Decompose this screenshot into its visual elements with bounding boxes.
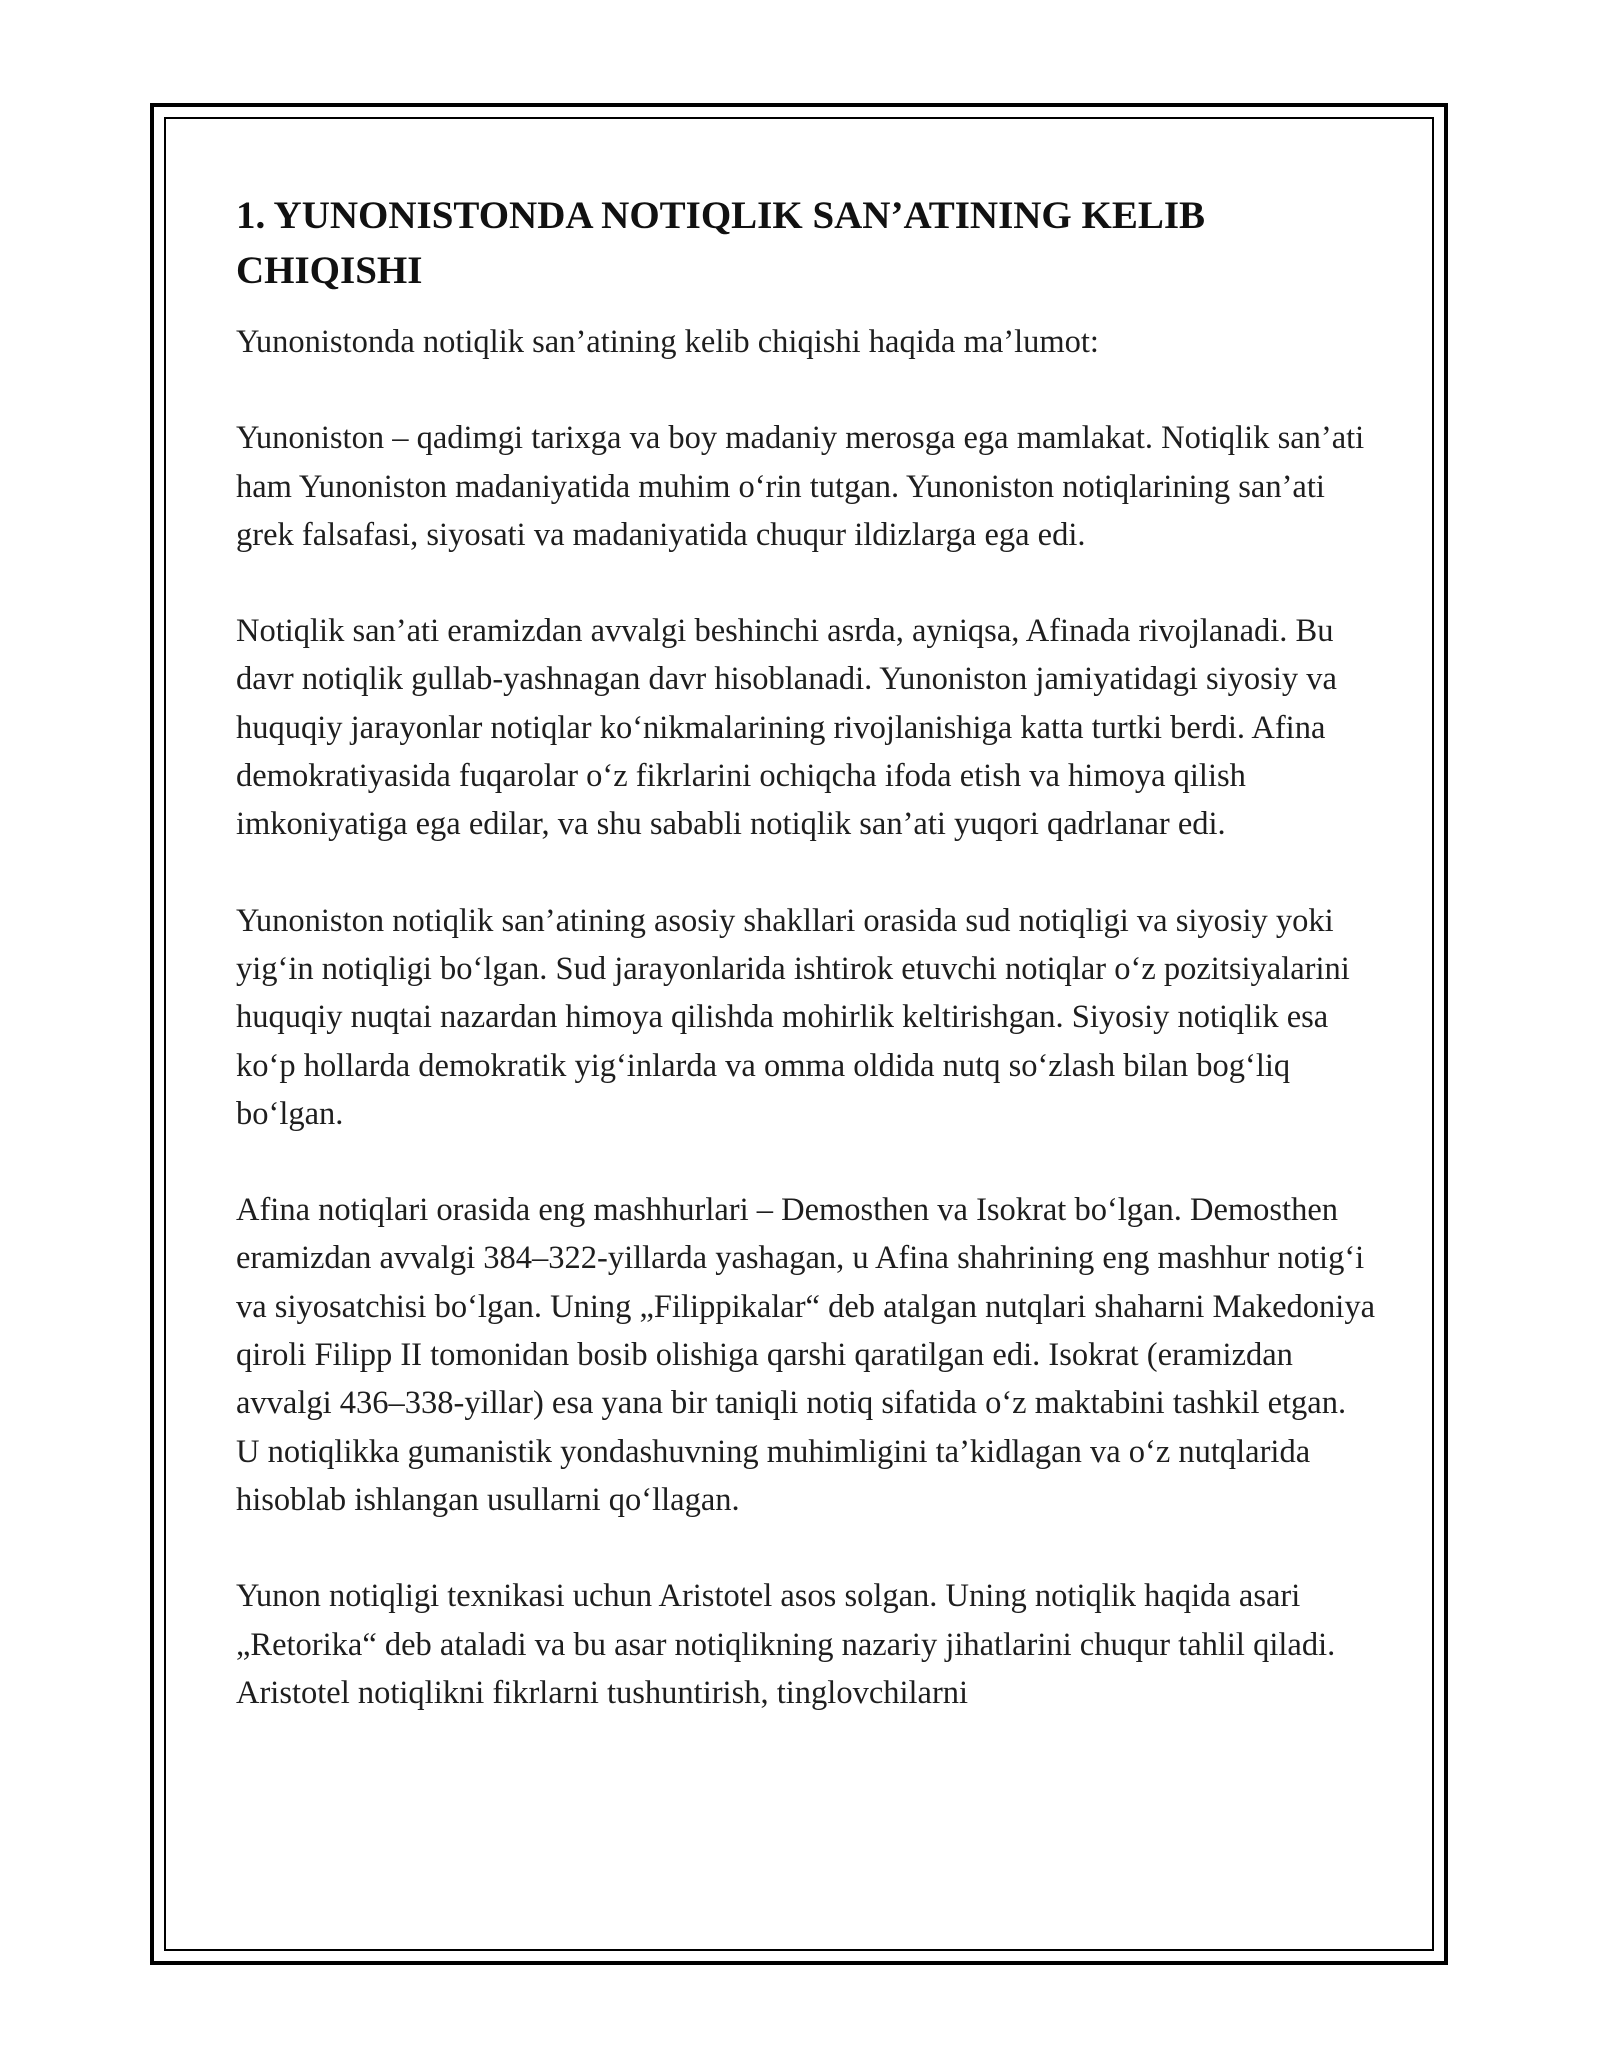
paragraph-2: Notiqlik san’ati eramizdan avvalgi beshinchi asrda, ayniqsa, Afinada rivojlanadi. Bu davr notiqlik gullab-yashnagan davr hisoblanadi. Yunoniston jamiyatidagi siyosiy va huquqiy jarayonlar notiqlar ko‘nikmalarining rivojlanishiga katta turtki berdi. Afina demokratiyasida fuqarolar o‘z fikrlarini ochiqcha ifoda etish va himoya qilish imkoniyatiga ega edilar, va shu sababli notiqlik san’ati yuqori qadrlanar edi. (236, 613, 1337, 843)
paragraph-intro: Yunonistonda notiqlik san’atining kelib chiqishi haqida ma’lumot: (236, 324, 1099, 360)
paragraph-5: Yunon notiqligi texnikasi uchun Aristotel asos solgan. Uning notiqlik haqida asari „Retorika“ deb ataladi va bu asar notiqlikning nazariy jihatlarini chuqur tahlil qiladi. Aristotel notiqlikni fikrlarni tushuntirish, tinglovchilarni (236, 1578, 1336, 1711)
paragraph-1: Yunoniston – qadimgi tarixga va boy madaniy merosga ega mamlakat. Notiqlik san’ati ham Yunoniston madaniyatida muhim o‘rin tutgan. Yunoniston notiqlarining san’ati grek falsafasi, siyosati va madaniyatida chuqur ildizlarga ega edi. (236, 420, 1365, 553)
section-heading: 1. YUNONISTONDA NOTIQLIK SAN’ATINING KELIB CHIQISHI (236, 194, 1206, 292)
document-body (236, 188, 1376, 1717)
paragraph-4: Afina notiqlari orasida eng mashhurlari – Demosthen va Isokrat bo‘lgan. Demosthen eramizdan avvalgi 384–322-yillarda yashagan, u Afina shahrining eng mashhur notig‘i va siyosatchisi bo‘lgan. Uning „Filippikalar“ deb atalgan nutqlari shaharni Makedoniya qiroli Filipp II tomonidan bosib olishiga qarshi qaratilgan edi. Isokrat (eramizdan avvalgi 436–338-yillar) esa yana bir taniqli notiq sifatida o‘z maktabini tashkil etgan. U notiqlikka gumanistik yondashuvning muhimligini ta’kidlagan va o‘z nutqlarida hisoblab ishlangan usullarni qo‘llagan. (236, 1192, 1376, 1518)
paragraph-3: Yunoniston notiqlik san’atining asosiy shakllari orasida sud notiqligi va siyosiy yoki yig‘in notiqligi bo‘lgan. Sud jarayonlarida ishtirok etuvchi notiqlar o‘z pozitsiyalarini huquqiy nuqtai nazardan himoya qilishda mohirlik keltirishgan. Siyosiy notiqlik esa ko‘p hollarda demokratik yig‘inlarda va omma oldida nutq so‘zlash bilan bog‘liq bo‘lgan. (236, 902, 1350, 1132)
